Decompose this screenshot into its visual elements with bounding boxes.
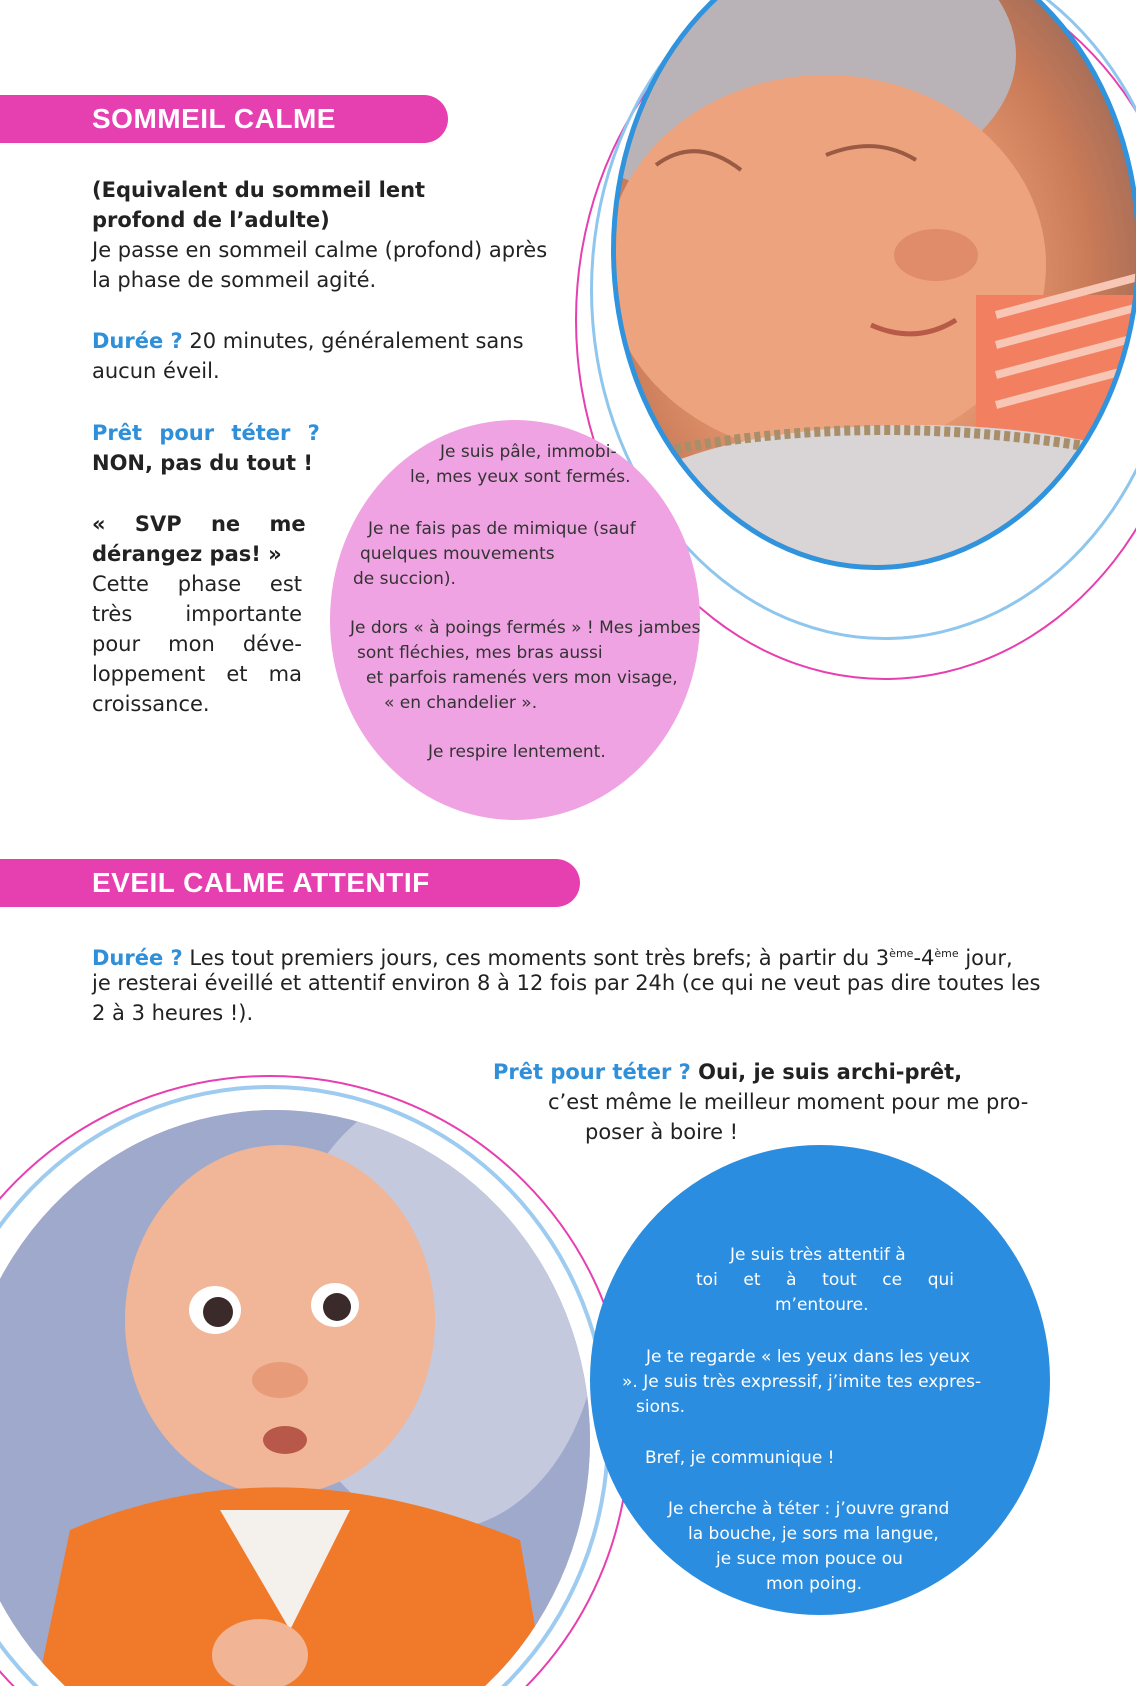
eveil-duree-line-3: 2 à 3 heures !).: [92, 1001, 254, 1025]
section-banner-sommeil-calme: SOMMEIL CALME: [0, 95, 448, 143]
duree-text: 20 minutes, généralement sans: [182, 329, 524, 353]
duree-paragraph: [92, 326, 524, 357]
blue-bubble-p2-line1: Je te regarde « les yeux dans les yeux: [646, 1347, 971, 1367]
blue-bubble-p1-line2: toi et à tout ce qui: [696, 1270, 954, 1290]
sup-eme-2: ème: [934, 947, 959, 960]
pret-answer: NON, pas du tout !: [92, 451, 313, 475]
subtitle-line-1: (Equivalent du sommeil lent: [92, 178, 426, 202]
pink-bubble-p1-line1: Je suis pâle, immobi-: [440, 442, 617, 462]
eveil-duree-label: Durée ?: [92, 946, 183, 970]
eveil-pret-label: Prêt pour téter ?: [493, 1060, 691, 1084]
pink-bubble-p1-line2: le, mes yeux sont fermés.: [410, 467, 631, 487]
pret-label: Prêt pour téter ?: [92, 421, 320, 445]
eveil-pret-line-3: poser à boire !: [585, 1120, 739, 1144]
awake-baby-photo: [0, 1110, 590, 1686]
blue-bubble-p1-line3: m’entoure.: [775, 1295, 869, 1315]
eveil-pret-line-2: c’est même le meilleur moment pour me pro-: [548, 1090, 1029, 1114]
eveil-duree-text-a: Les tout premiers jours, ces moments sont très brefs; à partir du 3: [182, 946, 890, 970]
pink-bubble-p4: Je respire lentement.: [428, 742, 606, 762]
section-banner-eveil-calme-attentif: EVEIL CALME ATTENTIF: [0, 859, 580, 907]
blue-bubble-p4-line1: Je cherche à téter : j’ouvre grand: [668, 1499, 950, 1519]
blue-bubble-p4-line2: la bouche, je sors ma langue,: [688, 1524, 939, 1544]
duree-label: Durée ?: [92, 329, 183, 353]
pink-bubble-p3-line4: « en chandelier ».: [384, 693, 538, 713]
phase-line-4: loppement et ma: [92, 662, 302, 686]
eveil-duree-line-2: je resterai éveillé et attentif environ 8 à 12 fois par 24h (ce qui ne veut pas dire toutes les: [92, 971, 1041, 995]
svp-line-2: dérangez pas! »: [92, 542, 282, 566]
blue-bubble-p4-line3: je suce mon pouce ou: [716, 1549, 903, 1569]
blue-bubble-p4-line4: mon poing.: [766, 1574, 863, 1594]
pink-bubble-p2-line3: de succion).: [353, 569, 456, 589]
pink-bubble-p2-line1: Je ne fais pas de mimique (sauf: [368, 519, 636, 539]
eveil-duree-dash: -4: [913, 946, 935, 970]
phase-line-1: Cette phase est: [92, 572, 302, 596]
phase-line-3: pour mon déve-: [92, 632, 302, 656]
pink-bubble-p2-line2: quelques mouvements: [360, 544, 555, 564]
duree-line-2: aucun éveil.: [92, 359, 220, 383]
phase-line-5: croissance.: [92, 692, 210, 716]
blue-bubble-p1-line1: Je suis très attentif à: [730, 1245, 906, 1265]
sleeping-baby-photo: [611, 0, 1136, 570]
sup-eme-1: ème: [889, 947, 914, 960]
pink-bubble-p3-line3: et parfois ramenés vers mon visage,: [366, 668, 678, 688]
svp-line-1: « SVP ne me: [92, 512, 306, 536]
blue-bubble-p3: Bref, je communique !: [645, 1448, 835, 1468]
blue-bubble-p2-line3: sions.: [636, 1397, 686, 1417]
pink-bubble-p3-line2: sont fléchies, mes bras aussi: [357, 643, 603, 663]
eveil-pret-answer: Oui, je suis archi-prêt,: [690, 1060, 963, 1084]
pink-bubble-p3-line1: Je dors « à poings fermés » ! Mes jambes: [350, 618, 701, 638]
subtitle-line-2: profond de l’adulte): [92, 208, 330, 232]
phase-line-2: très importante: [92, 602, 302, 626]
eveil-pret-line-1: [493, 1057, 962, 1088]
intro-line-2: la phase de sommeil agité.: [92, 268, 377, 292]
intro-line-1: Je passe en sommeil calme (profond) après: [92, 238, 548, 262]
blue-bubble-p2-line2: ». Je suis très expressif, j’imite tes expres-: [622, 1372, 982, 1392]
eveil-duree-text-b: jour,: [958, 946, 1013, 970]
